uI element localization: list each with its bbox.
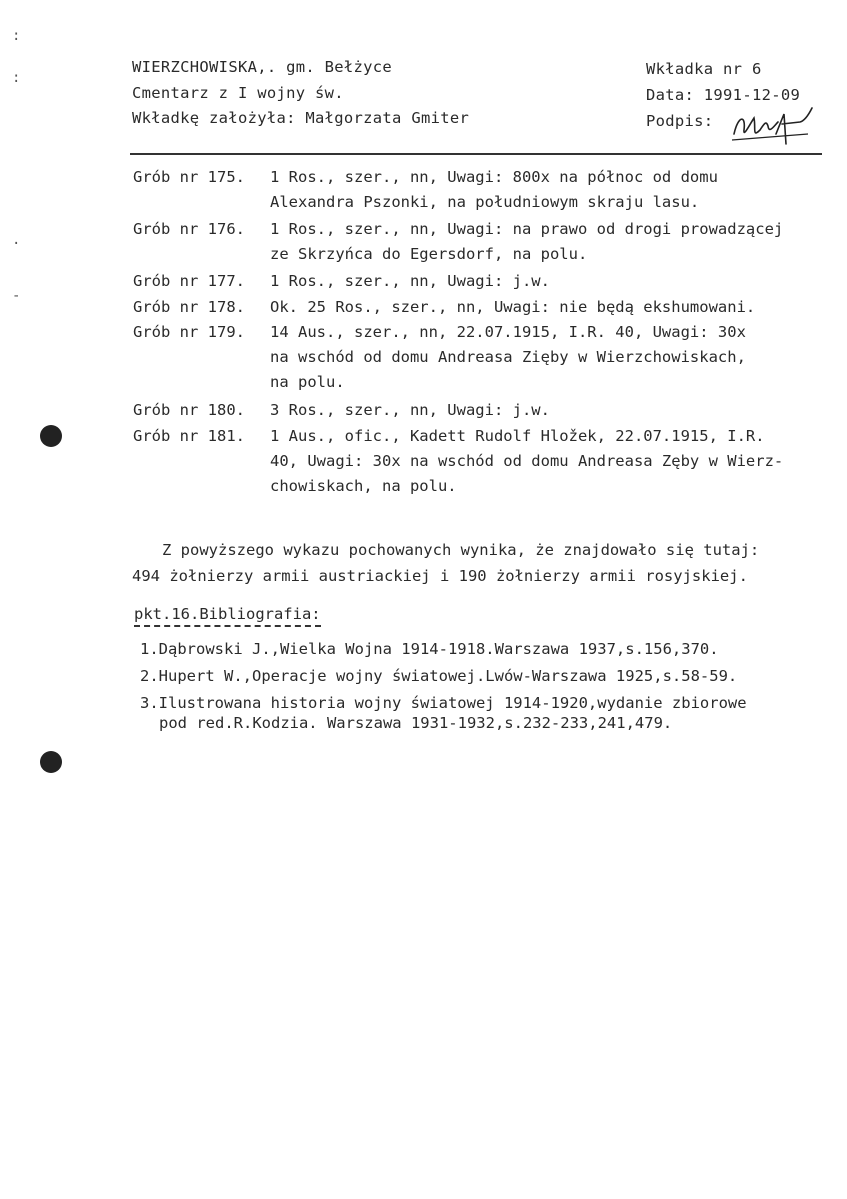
margin-mark: :: [12, 28, 21, 44]
punch-hole: [40, 425, 62, 447]
summary-line: 494 żołnierzy armii austriackiej i 190 żołnierzy armii rosyjskiej.: [132, 567, 748, 585]
grave-text: 3 Ros., szer., nn, Uwagi: j.w.: [270, 401, 550, 419]
margin-mark: -: [12, 288, 21, 304]
grave-text: 1 Ros., szer., nn, Uwagi: na prawo od drogi prowadzącej: [270, 220, 784, 238]
grave-text: 1 Ros., szer., nn, Uwagi: j.w.: [270, 272, 550, 290]
bibliography-item: 2.Hupert W.,Operacje wojny światowej.Lwów-Warszawa 1925,s.58-59.: [140, 667, 738, 685]
document-date: Data: 1991-12-09: [646, 86, 801, 104]
grave-text: chowiskach, na polu.: [270, 477, 457, 495]
grave-text: 14 Aus., szer., nn, 22.07.1915, I.R. 40, Uwagi: 30x: [270, 323, 746, 341]
header-rule: [130, 153, 822, 155]
handwritten-signature: [728, 104, 820, 150]
punch-hole: [40, 751, 62, 773]
grave-text: 1 Ros., szer., nn, Uwagi: 800x na północ od domu: [270, 168, 718, 186]
margin-mark: :: [12, 70, 21, 86]
grave-label: Grób nr 176.: [133, 220, 245, 238]
cemetery-title: Cmentarz z I wojny św.: [132, 84, 344, 102]
grave-label: Grób nr 177.: [133, 272, 245, 290]
bibliography-item: 1.Dąbrowski J.,Wielka Wojna 1914-1918.Warszawa 1937,s.156,370.: [140, 640, 719, 658]
summary-line: Z powyższego wykazu pochowanych wynika, że znajdowało się tutaj:: [162, 541, 760, 559]
grave-label: Grób nr 181.: [133, 427, 245, 445]
grave-label: Grób nr 179.: [133, 323, 245, 341]
author-line: Wkładkę założyła: Małgorzata Gmiter: [132, 109, 470, 127]
bibliography-heading: [134, 605, 321, 623]
grave-text: Ok. 25 Ros., szer., nn, Uwagi: nie będą ekshumowani.: [270, 298, 756, 316]
grave-text: na wschód od domu Andreasa Zięby w Wierzchowiskach,: [270, 348, 746, 366]
grave-text: 1 Aus., ofic., Kadett Rudolf Hložek, 22.07.1915, I.R.: [270, 427, 765, 445]
grave-text: Alexandra Pszonki, na południowym skraju lasu.: [270, 193, 700, 211]
grave-label: Grób nr 175.: [133, 168, 245, 186]
grave-label: Grób nr 180.: [133, 401, 245, 419]
place-heading: WIERZCHOWISKA,. gm. Bełżyce: [132, 58, 393, 76]
grave-text: 40, Uwagi: 30x na wschód od domu Andreasa Zęby w Wierz-: [270, 452, 784, 470]
bibliography-item-continuation: pod red.R.Kodzia. Warszawa 1931-1932,s.232-233,241,479.: [159, 714, 673, 732]
bibliography-heading-text: pkt.16.Bibliografia:: [134, 605, 321, 627]
bibliography-item: 3.Ilustrowana historia wojny światowej 1914-1920,wydanie zbiorowe: [140, 694, 747, 712]
insert-number: Wkładka nr 6: [646, 60, 762, 78]
grave-text: na polu.: [270, 373, 345, 391]
margin-mark: ·: [12, 236, 21, 252]
grave-text: ze Skrzyńca do Egersdorf, na polu.: [270, 245, 588, 263]
grave-label: Grób nr 178.: [133, 298, 245, 316]
signature-label: Podpis:: [646, 112, 714, 130]
